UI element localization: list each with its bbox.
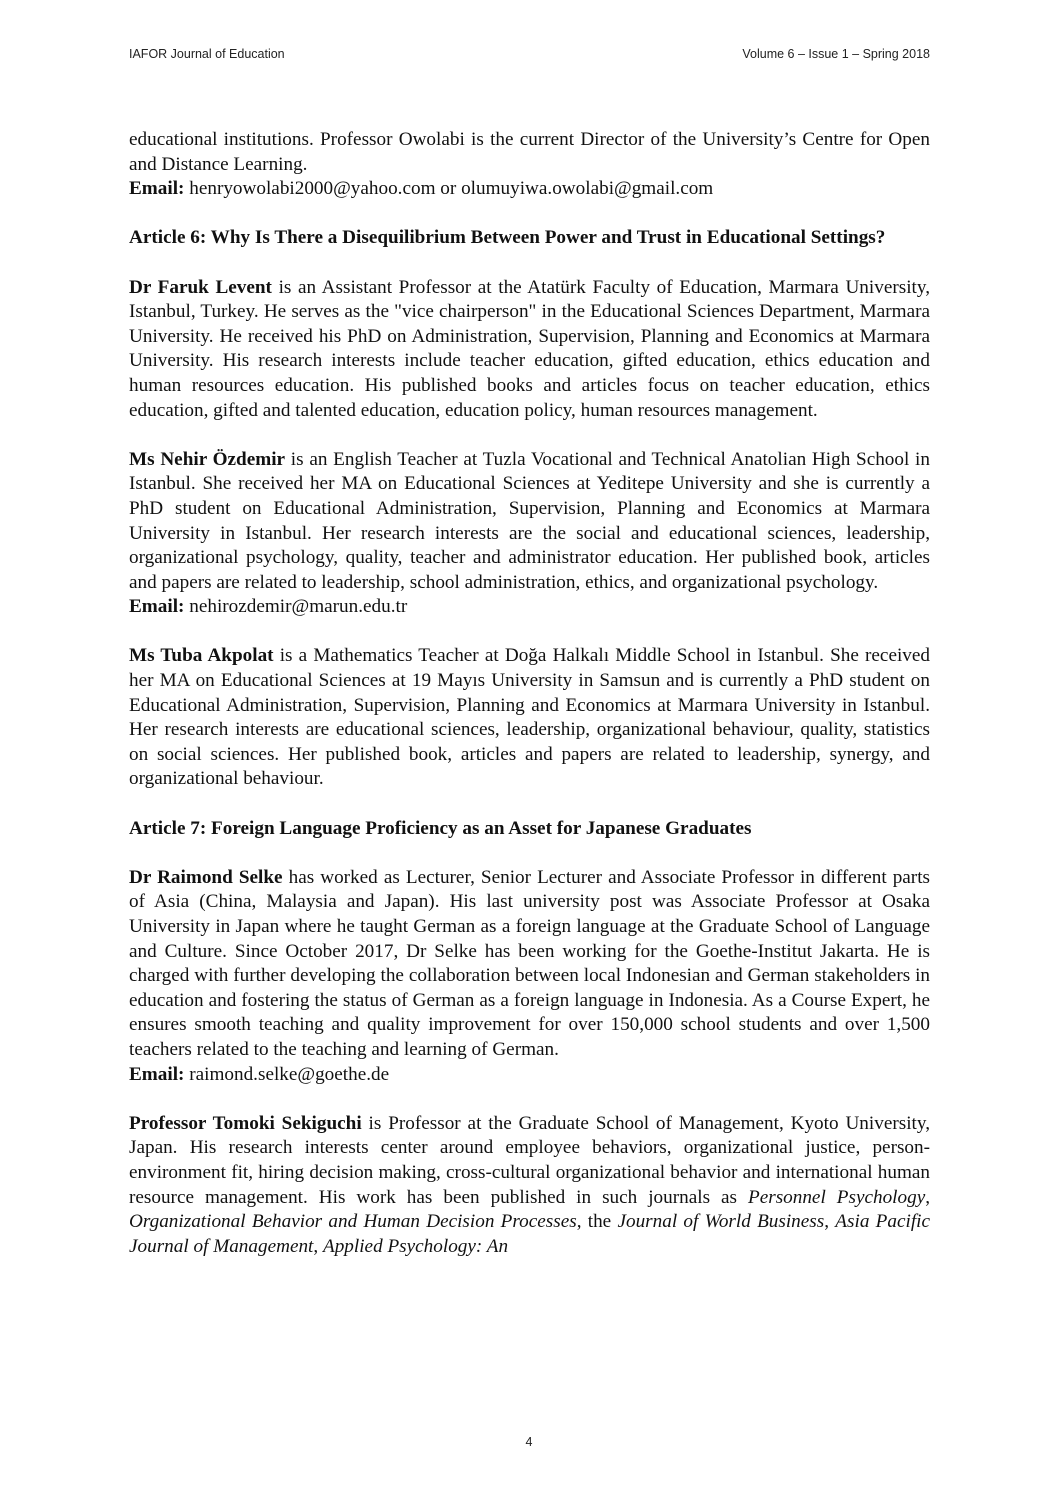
intro-email xyxy=(129,177,930,202)
bio-faruk-levent: Dr Faruk Levent is an Assistant Professor at the Atatürk Faculty of Education, Marmara University, Istanbul, Turkey. He serves as the "vice chairperson" in the Educational Sciences Department, Marmara University. He received his PhD on Administration, Supervision, Planning and Economics at Marmara University. His research interests include teacher education, gifted education, ethics education and human resources education. His published books and articles focus on teacher education, ethics education, gifted and talented education, education policy, human resources management. xyxy=(129,276,930,421)
body-text xyxy=(129,128,930,1259)
email-label: Email: xyxy=(129,1063,185,1085)
bio-tuba-akpolat: Ms Tuba Akpolat is a Mathematics Teacher at Doğa Halkalı Middle School in Istanbul. She received her MA on Educational Sciences at 19 Mayıs University in Samsun and is currently a PhD student on Educational Administration, Supervision, Planning and Economics at Marmara University in Istanbul. Her research interests are educational sciences, leadership, organizational behaviour, quality, statistics on social sciences. Her published book, articles and papers are related to leadership, synergy, and organizational behaviour. xyxy=(129,645,930,790)
email-label: Email: xyxy=(129,178,185,200)
email-value: raimond.selke@goethe.de xyxy=(184,1063,390,1085)
author-name: Professor Tomoki Sekiguchi xyxy=(129,1112,362,1134)
bio-raimond-selke: Dr Raimond Selke has worked as Lecturer, Senior Lecturer and Associate Professor in different parts of Asia (China, Malaysia and Japan). His last university post was Associate Professor at Osaka University in Japan where he taught German as a foreign language at the Graduate School of Language and Culture. Since October 2017, Dr Selke has been working for the Goethe-Institut Jakarta. He is charged with further developing the collaboration between local Indonesian and German stakeholders in education and fostering the status of German as a foreign language in Indonesia. As a Course Expert, he ensures smooth teaching and quality improvement for over 150,000 school students and over 1,500 teachers related to the teaching and learning of German. xyxy=(129,866,930,1060)
journal-name: IAFOR Journal of Education xyxy=(129,47,285,61)
email-value: henryowolabi2000@yahoo.com or olumuyiwa.owolabi@gmail.com xyxy=(184,178,714,200)
journal-title: Organizational Behavior and Human Decision Processes xyxy=(129,1211,577,1233)
running-header xyxy=(129,47,930,61)
issue-info: Volume 6 – Issue 1 – Spring 2018 xyxy=(742,47,930,61)
journal-title: Journal of World Business xyxy=(617,1211,825,1233)
author-name: Ms Tuba Akpolat xyxy=(129,645,274,667)
email-raimond-selke xyxy=(129,1063,930,1088)
intro-paragraph: educational institutions. Professor Owolabi is the current Director of the University’s Centre for Open and Distance Learning. xyxy=(129,129,930,175)
email-value: nehirozdemir@marun.edu.tr xyxy=(184,596,408,618)
author-name: Dr Faruk Levent xyxy=(129,276,272,298)
article-7-title: Article 7: Foreign Language Proficiency as an Asset for Japanese Graduates xyxy=(129,817,752,839)
page-number: 4 xyxy=(525,1435,533,1449)
article-6-title: Article 6: Why Is There a Disequilibrium Between Power and Trust in Educational Settings? xyxy=(129,227,886,249)
journal-title: Applied Psychology: An xyxy=(322,1235,509,1257)
email-label: Email: xyxy=(129,596,185,618)
bio-nehir-ozdemir: Ms Nehir Özdemir is an English Teacher at Tuzla Vocational and Technical Anatolian High School in Istanbul. She received her MA on Educational Sciences at Yeditepe University and she is currently a PhD student on Educational Administration, Supervision, Planning and Economics at Marmara University in Istanbul. Her research interests are the social and educational sciences, leadership, organizational psychology, quality, teacher and administrator education. Her published book, articles and papers are related to leadership, school administration, ethics, and organizational psychology. xyxy=(129,448,930,593)
author-name: Dr Raimond Selke xyxy=(129,866,283,888)
author-name: Ms Nehir Özdemir xyxy=(129,448,286,470)
email-nehir-ozdemir xyxy=(129,595,930,620)
bio-tomoki-sekiguchi: Professor Tomoki Sekiguchi is Professor at the Graduate School of Management, Kyoto University, Japan. His research interests center around employee behaviors, organizational justice, person-environment fit, hiring decision making, cross-cultural organizational behavior and international human resource management. His work has been published in such journals as Personnel Psychology, Organizational Behavior and Human Decision Processes, the Journal of World Business, Asia Pacific Journal of Management, Applied Psychology: An xyxy=(129,1112,931,1257)
journal-title: Personnel Psychology xyxy=(747,1186,926,1208)
journal-title: Asia Pacific Journal of Management xyxy=(129,1211,931,1257)
